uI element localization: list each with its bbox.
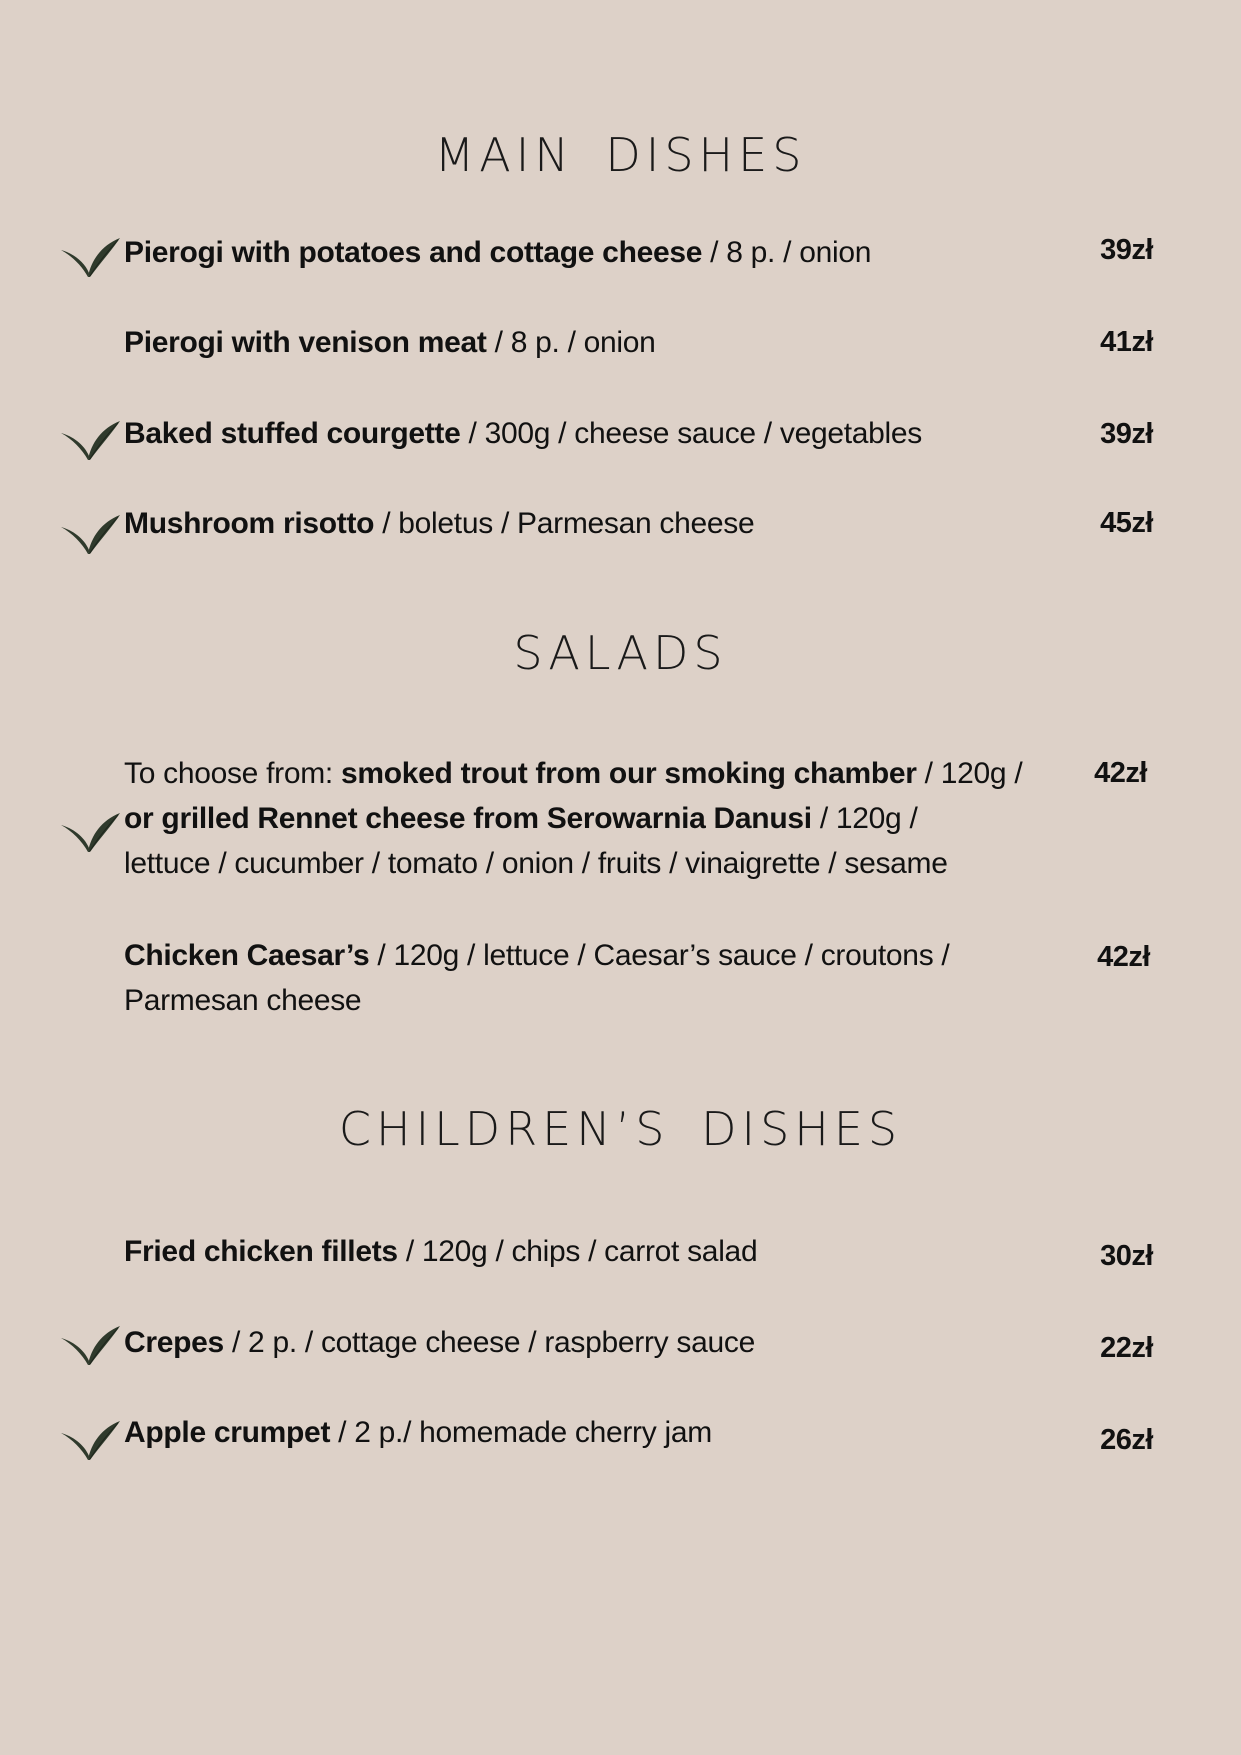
- item-details: / 120g / lettuce / Caesar’s sauce / croutons /: [369, 939, 950, 972]
- salad-line-3: lettuce / cucumber / tomato / onion / fruits / vinaigrette / sesame: [124, 847, 948, 880]
- menu-item-caesar: [124, 933, 1044, 1023]
- salad-line-1: [124, 751, 1044, 796]
- item-name: Crepes: [124, 1326, 224, 1359]
- leaf-icon: [60, 805, 122, 855]
- item-price: 41zł: [1100, 326, 1153, 358]
- item-price: 42zł: [1097, 941, 1150, 973]
- item-details: / 120g /: [811, 802, 918, 835]
- salad-line-2: [124, 796, 1044, 841]
- item-details: / 300g / cheese sauce / vegetables: [460, 417, 922, 450]
- item-name: Pierogi with potatoes and cottage cheese: [124, 236, 703, 269]
- leaf-icon: [60, 1413, 122, 1463]
- section-title-main-dishes: MAIN DISHES: [434, 128, 807, 182]
- item-price: 39zł: [1100, 234, 1153, 266]
- leaf-icon: [60, 230, 122, 280]
- item-details: / 2 p. / cottage cheese / raspberry sauce: [223, 1326, 755, 1359]
- menu-item-chicken-fillets: [124, 1229, 1044, 1274]
- section-title-childrens-dishes: CHILDREN’S DISHES: [338, 1102, 903, 1156]
- item-details: / 2 p./ homemade cherry jam: [330, 1416, 712, 1449]
- menu-item-courgette: [124, 411, 1044, 456]
- item-name: Fried chicken fillets: [124, 1235, 398, 1268]
- leaf-icon: [60, 1318, 122, 1368]
- item-price: 42zł: [1094, 757, 1147, 789]
- item-intro: To choose from:: [124, 757, 341, 790]
- menu-item-pierogi-potatoes: [124, 230, 1044, 275]
- menu-item-pierogi-venison: [124, 320, 1044, 365]
- item-details: / 8 p. / onion: [486, 326, 656, 359]
- item-price: 30zł: [1100, 1240, 1153, 1272]
- item-price: 26zł: [1100, 1424, 1153, 1456]
- caesar-line-2: Parmesan cheese: [124, 984, 362, 1017]
- item-name: Mushroom risotto: [124, 507, 375, 540]
- item-name: Chicken Caesar’s: [124, 939, 370, 972]
- menu-item-risotto: [124, 501, 1044, 546]
- item-option: or grilled Rennet cheese from Serowarnia Danusi: [124, 802, 812, 835]
- item-price: 22zł: [1100, 1332, 1153, 1364]
- leaf-icon: [60, 507, 122, 557]
- caesar-line-1: [124, 933, 1044, 978]
- item-details: / 120g / chips / carrot salad: [397, 1235, 758, 1268]
- item-details: / 120g /: [916, 757, 1023, 790]
- item-name: Baked stuffed courgette: [124, 417, 461, 450]
- item-name: Pierogi with venison meat: [124, 326, 487, 359]
- menu-item-crepes: [124, 1320, 1044, 1365]
- section-title-salads: SALADS: [513, 626, 728, 680]
- item-price: 45zł: [1100, 507, 1153, 539]
- leaf-icon: [60, 413, 122, 463]
- item-price: 39zł: [1100, 418, 1153, 450]
- menu-item-apple-crumpet: [124, 1410, 1044, 1455]
- item-option: smoked trout from our smoking chamber: [340, 757, 917, 790]
- menu-item-salad-choice: [124, 751, 1044, 886]
- item-details: / boletus / Parmesan cheese: [374, 507, 755, 540]
- item-name: Apple crumpet: [124, 1416, 331, 1449]
- item-details: / 8 p. / onion: [702, 236, 872, 269]
